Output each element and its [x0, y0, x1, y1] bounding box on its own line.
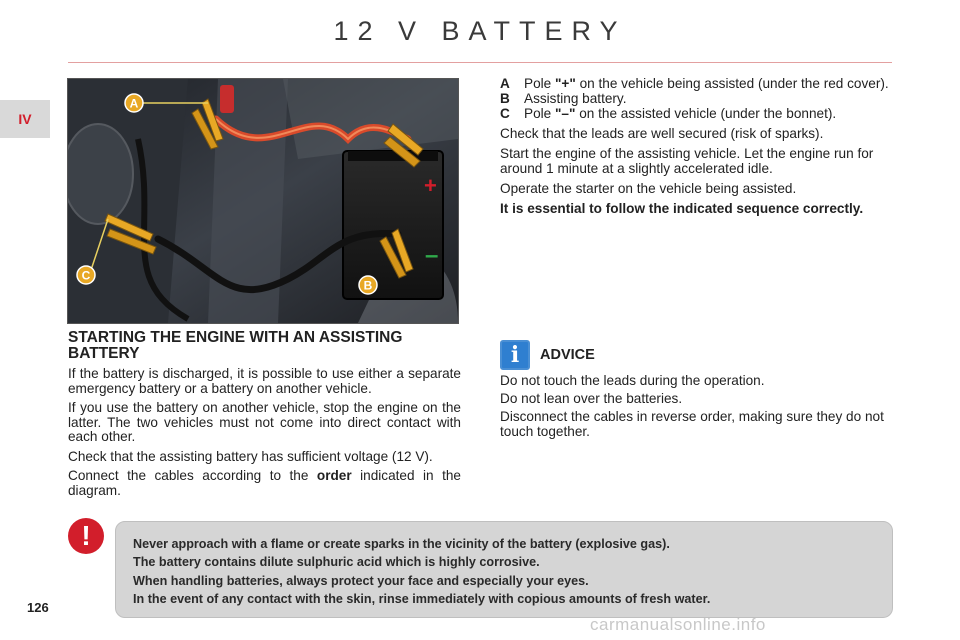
chapter-tab[interactable]: IV [0, 100, 50, 138]
starting-section [68, 330, 461, 498]
advice-section [500, 340, 892, 439]
warning-line: Never approach with a flame or create sparks in the vicinity of the battery (explosive gas). [133, 537, 670, 551]
advice-heading: ADVICE [540, 346, 595, 363]
advice-header [500, 340, 892, 370]
section-heading: STARTING THE ENGINE WITH AN ASSISTING BATTERY [68, 329, 403, 362]
warning-text [133, 535, 883, 608]
callout-b-label: B [363, 278, 373, 293]
battery-minus-sign: – [425, 242, 439, 269]
paragraph: If you use the battery on another vehicle, stop the engine on the latter. The two vehicles must not come into direct contact with each other. [68, 400, 461, 444]
callout-a-label: A [129, 96, 139, 111]
advice-line: Disconnect the cables in reverse order, making sure they do not touch together. [500, 409, 884, 439]
paragraph: If the battery is discharged, it is possible to use either a separate emergency battery or a battery on another vehicle. [68, 366, 461, 396]
instruction-start: Start the engine of the assisting vehicle. Let the engine run for around 1 minute at a slightly accelerated idle. [500, 146, 874, 176]
battery-lid-shape [348, 151, 438, 161]
page-number: 126 [27, 600, 49, 615]
callout-a-badge [125, 94, 143, 112]
info-icon: i [500, 340, 530, 370]
advice-line: Do not lean over the batteries. [500, 391, 683, 406]
instruction-check: Check that the leads are well secured (risk of sparks). [500, 126, 824, 141]
battery-jump-start-diagram [67, 78, 459, 324]
warning-line: In the event of any contact with the skin, rinse immediately with copious amounts of fresh water. [133, 591, 711, 606]
page-title: 12 V BATTERY [333, 16, 627, 46]
legend-text: Pole "–" on the assisted vehicle (under the bonnet). [524, 106, 837, 121]
instruction-operate: Operate the starter on the vehicle being assisted. [500, 181, 797, 196]
watermark: carmanualsonline.info [590, 615, 766, 634]
legend-text: Pole "+" on the vehicle being assisted (under the red cover). [524, 76, 889, 91]
legend-item-b [500, 91, 892, 106]
callout-c-badge [77, 266, 95, 284]
legend-item-a [500, 76, 892, 91]
advice-line: Do not touch the leads during the operation. [500, 373, 765, 388]
paragraph: Connect the cables according to the order indicated in the diagram. [68, 468, 461, 498]
callout-b-badge [359, 276, 377, 294]
legend-key: B [500, 91, 510, 106]
battery-plus-sign: + [424, 173, 437, 198]
legend-key: C [500, 106, 510, 121]
diagram-illustration [68, 79, 458, 323]
title-divider [68, 62, 892, 63]
warning-icon: ! [68, 518, 104, 554]
engine-part-shape [68, 124, 133, 224]
legend-text: Assisting battery. [524, 91, 627, 106]
warning-line: The battery contains dilute sulphuric acid which is highly corrosive. [133, 555, 540, 570]
paragraph: Check that the assisting battery has sufficient voltage (12 V). [68, 448, 433, 464]
legend-item-c [500, 106, 892, 121]
warning-line: When handling batteries, always protect your face and especially your eyes. [133, 573, 589, 588]
legend-key: A [500, 76, 510, 91]
instruction-sequence: It is essential to follow the indicated sequence correctly. [500, 201, 864, 216]
legend-and-instructions [500, 76, 892, 216]
callout-c-label: C [81, 268, 91, 283]
